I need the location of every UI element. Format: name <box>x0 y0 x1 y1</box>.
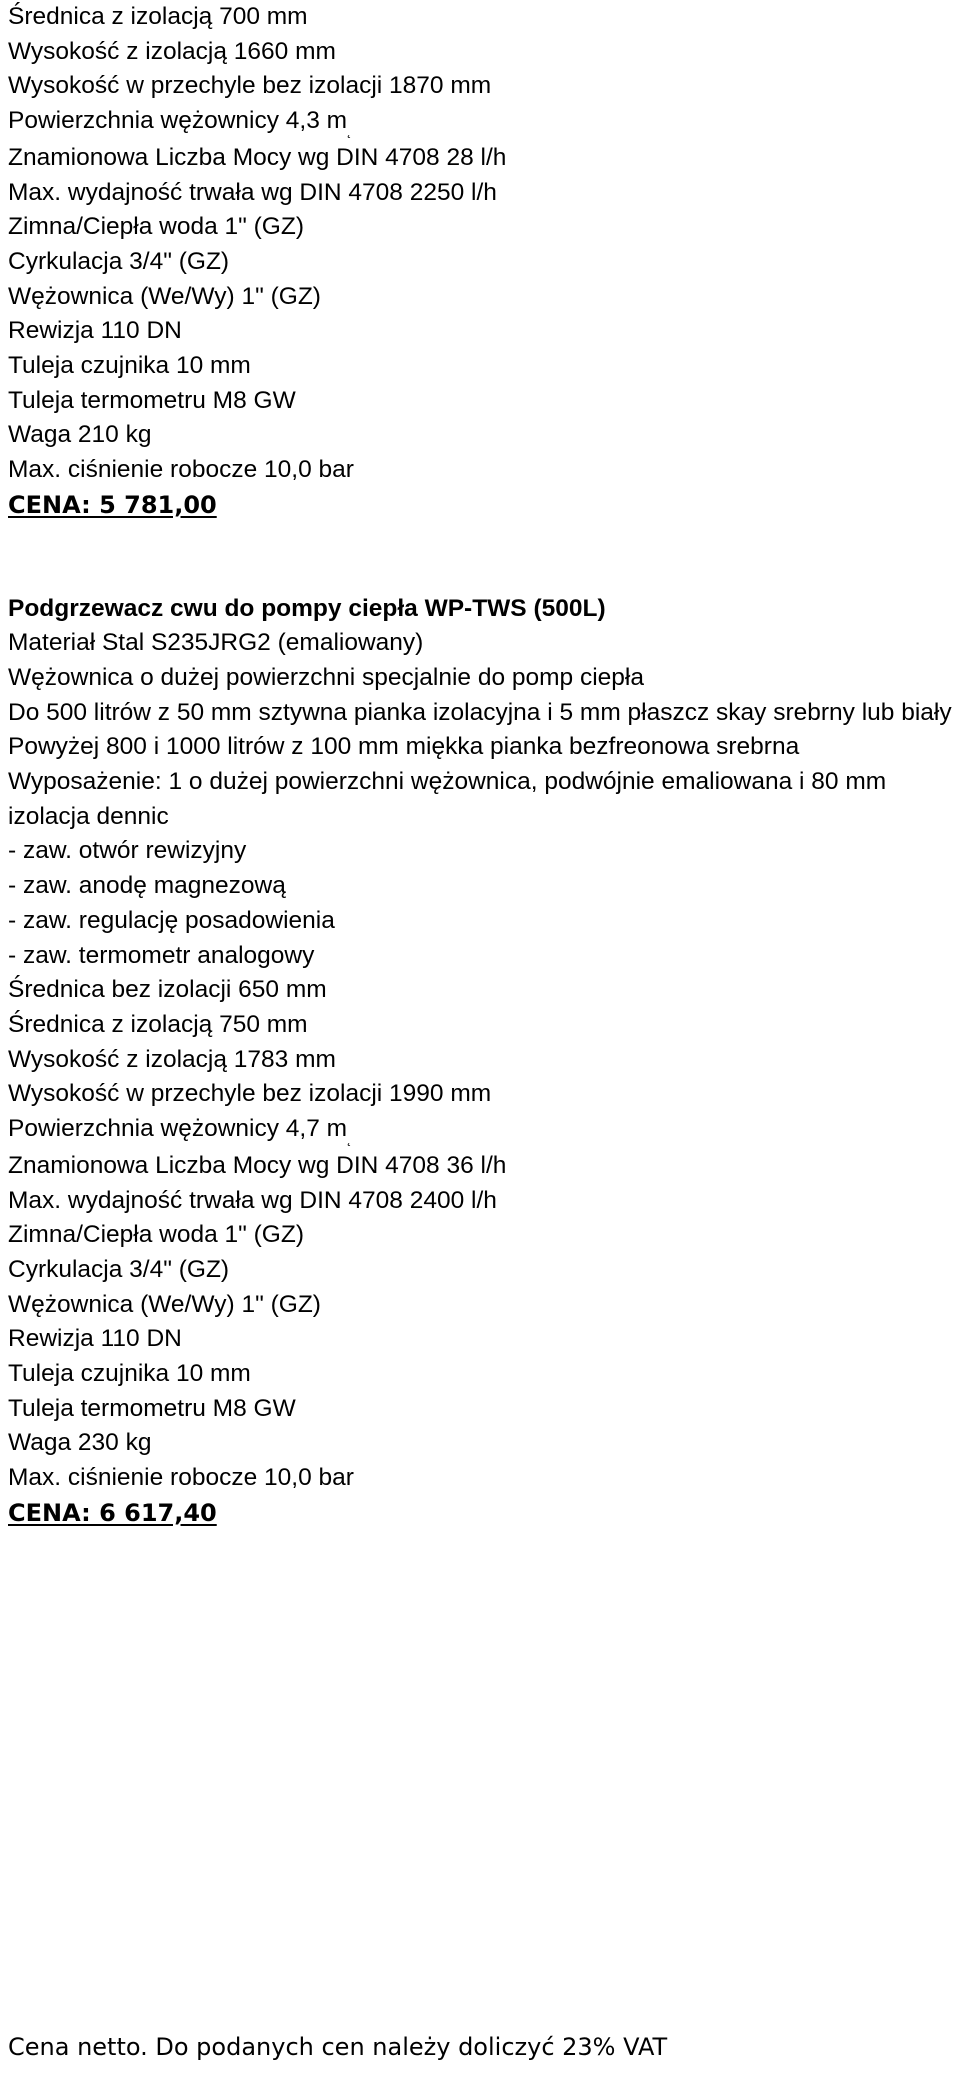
unit-mark: ˛ <box>347 1130 352 1147</box>
spec-line: Znamionowa Liczba Mocy wg DIN 4708 28 l/h <box>8 143 507 171</box>
product-title: Podgrzewacz cwu do pompy ciepła WP-TWS (500L) <box>8 594 606 622</box>
spec-line: Wężownica (We/Wy) 1" (GZ) <box>8 1290 321 1318</box>
intro-line: Do 500 litrów z 50 mm sztywna pianka izolacyjna i 5 mm płaszcz skay srebrny lub biały <box>8 698 952 726</box>
spec-line: Wysokość w przechyle bez izolacji 1990 mm <box>8 1080 492 1108</box>
spec-line: Zimna/Ciepła woda 1" (GZ) <box>8 213 304 241</box>
intro-line: Wężownica o dużej powierzchni specjalnie do pomp ciepła <box>8 663 644 691</box>
spec-line: Średnica z izolacją 750 mm <box>8 1010 308 1038</box>
spec-line: Tuleja termometru M8 GW <box>8 1394 296 1422</box>
spec-line: Znamionowa Liczba Mocy wg DIN 4708 36 l/h <box>8 1151 507 1179</box>
spec-line: Waga 210 kg <box>8 421 152 449</box>
unit-mark: ˛ <box>347 122 352 139</box>
document-body <box>8 0 952 1531</box>
spec-line: Wysokość w przechyle bez izolacji 1870 mm <box>8 72 492 100</box>
spec-line: - zaw. termometr analogowy <box>8 941 315 969</box>
spec-line-coil-area: Powierzchnia wężownicy 4,3 $m_˛$ <box>8 107 352 139</box>
spec-line: Tuleja czujnika 10 mm <box>8 352 251 380</box>
spec-list-1 <box>8 0 952 523</box>
intro-line: Powyżej 800 i 1000 litrów z 100 mm miękka pianka bezfreonowa srebrna <box>8 733 800 761</box>
spec-line: Zimna/Ciepła woda 1" (GZ) <box>8 1221 304 1249</box>
vat-footer-note: Cena netto. Do podanych cen należy doliczyć 23% VAT <box>8 2033 668 2061</box>
section-spacer <box>8 523 952 592</box>
spec-line: Max. wydajność trwała wg DIN 4708 2400 l/h <box>8 1186 497 1214</box>
price-label-1: CENA: 5 781,00 <box>8 490 217 519</box>
spec-line: Tuleja czujnika 10 mm <box>8 1360 251 1388</box>
spec-line: - zaw. anodę magnezową <box>8 872 286 900</box>
price-label-2: CENA: 6 617,40 <box>8 1498 217 1527</box>
intro-line: Wyposażenie: 1 o dużej powierzchni wężownica, podwójnie emaliowana i 80 mm izolacja dennic <box>8 768 887 830</box>
product-section-2 <box>8 592 952 1531</box>
spec-line: Wysokość z izolacją 1783 mm <box>8 1045 336 1073</box>
spec-line-coil-area: Powierzchnia wężownicy 4,7 $m_˛$ <box>8 1115 352 1147</box>
spec-line: Max. ciśnienie robocze 10,0 bar <box>8 1464 354 1492</box>
spec-line: - zaw. otwór rewizyjny <box>8 837 247 865</box>
spec-line: Wężownica (We/Wy) 1" (GZ) <box>8 282 321 310</box>
spec-line: Średnica z izolacją 700 mm <box>8 3 308 30</box>
spec-line: Tuleja termometru M8 GW <box>8 386 296 414</box>
spec-line: - zaw. regulację posadowienia <box>8 906 335 934</box>
spec-line: Max. wydajność trwała wg DIN 4708 2250 l/h <box>8 178 497 206</box>
spec-line: Cyrkulacja 3/4" (GZ) <box>8 247 230 275</box>
spec-line: Cyrkulacja 3/4" (GZ) <box>8 1255 230 1283</box>
spec-line: Rewizja 110 DN <box>8 317 182 345</box>
spec-line: Wysokość z izolacją 1660 mm <box>8 37 336 65</box>
spec-line: Rewizja 110 DN <box>8 1325 182 1353</box>
spec-line: Średnica bez izolacji 650 mm <box>8 976 327 1004</box>
spec-line: Max. ciśnienie robocze 10,0 bar <box>8 456 354 484</box>
intro-line: Materiał Stal S235JRG2 (emaliowany) <box>8 629 424 657</box>
spec-line: Waga 230 kg <box>8 1429 152 1457</box>
